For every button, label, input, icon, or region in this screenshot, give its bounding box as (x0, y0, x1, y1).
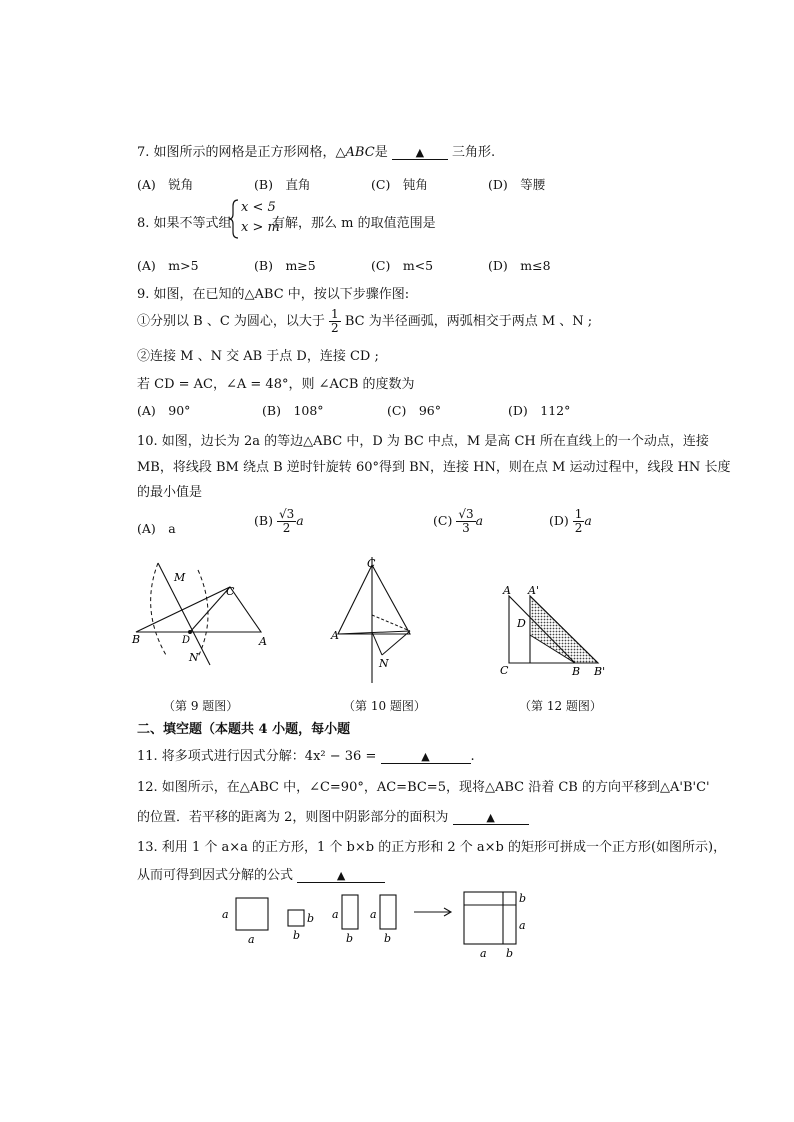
svg-text:C: C (367, 557, 376, 570)
q13-answer-blank[interactable]: ▲ (297, 869, 385, 883)
svg-text:A: A (259, 635, 267, 648)
q7-option-c[interactable]: (C) 钝角 (371, 177, 428, 192)
q8-option-c[interactable]: (C) m<5 (371, 258, 434, 273)
q9-option-d[interactable]: (D) 112° (508, 403, 571, 418)
q7-option-b[interactable]: (B) 直角 (254, 177, 311, 192)
q9-step-1: ①分别以 B 、C 为圆心，以大于 $\frac{1}{2}$ BC 为半径画弧，两弧相交于两点 M 、N ; (137, 307, 593, 335)
figure-12-caption: （第 12 题图） (519, 699, 602, 713)
q10-option-d[interactable]: (D) $\frac{1}{2}$ a (549, 507, 592, 535)
q10-line-3: 的最小值是 (137, 485, 203, 500)
svg-text:D: D (182, 635, 191, 646)
svg-text:b: b (293, 929, 301, 942)
q12-line-1: 12. 如图所示，在△ABC 中，∠C=90°，AC=BC=5，现将△ABC 沿着 CB 的方向平移到△A'B'C' (137, 780, 710, 795)
q7-option-a[interactable]: (A) 锐角 (137, 177, 194, 192)
svg-text:b: b (519, 892, 527, 905)
q9-option-c[interactable]: (C) 96° (387, 403, 441, 418)
q10-option-c[interactable]: (C) $\frac{√3}{3}$ a (433, 507, 484, 535)
q8-ineq-1: x < 5 (241, 200, 276, 215)
q8-option-d[interactable]: (D) m≤8 (488, 258, 551, 273)
svg-text:a: a (370, 908, 377, 921)
section-2-heading: 二、填空题（本题共 4 小题，每小题 (137, 722, 351, 737)
q9-condition: 若 CD = AC，∠A = 48°，则 ∠ACB 的度数为 (137, 377, 415, 392)
svg-text:C: C (500, 664, 509, 677)
svg-text:B': B' (594, 665, 606, 678)
q8-stem-tail: 有解，那么 m 的取值范围是 (272, 216, 436, 231)
q13-line-2: 从而可得到因式分解的公式 ▲ (137, 864, 385, 883)
svg-text:a: a (480, 947, 487, 960)
q10-line-2: MB，将线段 BM 绕点 B 逆时针旋转 60°得到 BN，连接 HN，则在点 M 运动过程中，线段 HN 长度 (137, 460, 731, 475)
svg-text:A: A (331, 629, 339, 642)
q9-fraction: $\frac{1}{2}$ (331, 307, 339, 335)
figure-9 (128, 555, 278, 670)
figure-10 (328, 555, 428, 685)
svg-text:a: a (222, 908, 229, 921)
svg-text:a: a (248, 933, 255, 946)
figure-9-caption: （第 9 题图） (163, 699, 239, 713)
svg-text:B: B (132, 633, 141, 646)
q8-option-b[interactable]: (B) m≥5 (254, 258, 316, 273)
figure-10-caption: （第 10 题图） (343, 699, 426, 713)
q7-stem: 7. 如图所示的网格是正方形网格，△ABC是 ▲ 三角形. (137, 145, 496, 160)
svg-text:a: a (519, 919, 526, 932)
q10-line-1: 10. 如图，边长为 2a 的等边△ABC 中，D 为 BC 中点，M 是高 CH 所在直线上的一个动点，连接 (137, 434, 709, 449)
q9-option-b[interactable]: (B) 108° (262, 403, 324, 418)
svg-text:b: b (506, 947, 514, 960)
q8-ineq-2: x > m (241, 220, 280, 235)
svg-text:b: b (384, 932, 392, 945)
svg-text:a: a (332, 908, 339, 921)
q8-option-a[interactable]: (A) m>5 (137, 258, 199, 273)
q8-stem: 8. 如果不等式组 (137, 216, 232, 231)
svg-text:B: B (572, 665, 581, 678)
q10-option-a[interactable]: (A) a (137, 521, 176, 536)
q11: 11. 将多项式进行因式分解：4x² − 36 = ▲ . (137, 749, 475, 764)
q13-line-1: 13. 利用 1 个 a×a 的正方形，1 个 b×b 的正方形和 2 个 a×b 的矩形可拼成一个正方形(如图所示)， (137, 840, 727, 855)
svg-text:b: b (307, 912, 315, 925)
q9-step-2: ②连接 M 、N 交 AB 于点 D，连接 CD ; (137, 349, 379, 364)
q12-answer-blank[interactable]: ▲ (453, 811, 529, 825)
svg-text:C: C (226, 585, 235, 598)
q7-option-d[interactable]: (D) 等腰 (488, 177, 546, 192)
brace-icon (228, 198, 240, 240)
q9-option-a[interactable]: (A) 90° (137, 403, 191, 418)
figure-12 (495, 582, 610, 682)
svg-text:D: D (517, 617, 526, 630)
q12-line-2: 的位置．若平移的距离为 2，则图中阴影部分的面积为 ▲ (137, 806, 529, 825)
q9-stem: 9. 如图，在已知的△ABC 中，按以下步骤作图: (137, 287, 410, 302)
svg-text:b: b (346, 932, 354, 945)
svg-text:A': A' (528, 584, 539, 597)
svg-text:M: M (174, 571, 186, 584)
svg-text:N: N (379, 657, 389, 670)
svg-text:A: A (503, 584, 511, 597)
svg-text:N: N (189, 651, 199, 664)
figure-13 (212, 885, 542, 965)
q10-option-b[interactable]: (B) $\frac{√3}{2}$ a (254, 507, 304, 535)
q11-answer-blank[interactable]: ▲ (381, 750, 471, 764)
q7-answer-blank[interactable]: ▲ (392, 146, 448, 160)
